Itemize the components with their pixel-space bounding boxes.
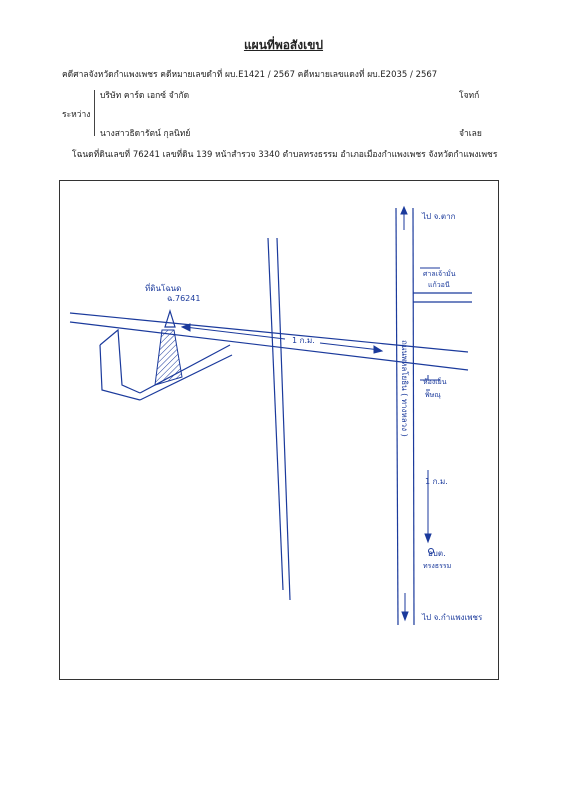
distance-label-right: 1 ก.ม. (425, 477, 448, 486)
landmark-3-line-a: อบต. (428, 549, 446, 558)
defendant-name: นางสาวธิดารัตน์ กุลนิทย์ (100, 129, 191, 139)
dist-top-right-head (374, 346, 382, 353)
parcel-label-1: ที่ดินโฉนด (145, 284, 182, 293)
deed-info-line: โฉนดที่ดินเลขที่ 76241 เลขที่ดิน 139 หน้าสำรวจ 3340 ตำบลทรงธรรม อำเภอเมืองกำแพงเพชร จังหวัดกำแพงเพชร (72, 150, 498, 160)
highway-west-edge (396, 208, 398, 625)
dist-top-right-shaft (320, 343, 380, 350)
plaintiff-role: โจทก์ (459, 91, 480, 101)
defendant-role: จำเลย (459, 129, 482, 139)
to-south-label: ไป จ.กำแพงเพชร (422, 613, 483, 622)
between-label: ระหว่าง (62, 110, 91, 120)
case-number-line: คดีศาลจังหวัดกำแพงเพชร คดีหมายเลขดำที่ ผบ.E1421 / 2567 คดีหมายเลขแดงที่ ผบ.E2035 / 2567 (62, 70, 438, 80)
landmark-2-line-b: พิษณุ (425, 391, 441, 399)
parcel-hatched-area (155, 330, 182, 385)
highway-label: ถนนพหลโยธิน ( ทางหลวง ) (400, 340, 409, 437)
landmark-1-line-b: แก้วอนี (428, 281, 450, 289)
local-road-outer (100, 330, 140, 393)
local-road-diagonal-a (140, 345, 230, 393)
local-road-diagonal-b (140, 355, 232, 400)
to-north-label: ไป จ.ตาก (422, 212, 456, 221)
plaintiff-name: บริษัท คาร์ด เอกซ์ จำกัด (100, 91, 190, 101)
landmark-3-line-b: ทรงธรรม (423, 562, 452, 570)
parcel-pin-marker (165, 311, 175, 327)
dist-top-left-head (182, 324, 190, 331)
arrow-north-head (401, 207, 407, 214)
highway-east-edge (413, 208, 414, 625)
landmark-1-line-a: ศาลเจ้ามั่น (423, 270, 456, 278)
dist-right-head (425, 534, 431, 542)
arrow-south-head (402, 612, 408, 620)
road-side-left-edge (268, 238, 283, 590)
road-side-right-edge (277, 238, 290, 600)
parcel-label-2: ฉ.76241 (167, 294, 201, 303)
landmark-2-line-a: ห้องเย็น (423, 378, 447, 386)
page-title: แผนที่พอสังเขป (243, 38, 324, 52)
distance-label-top: 1 ก.ม. (292, 336, 315, 345)
